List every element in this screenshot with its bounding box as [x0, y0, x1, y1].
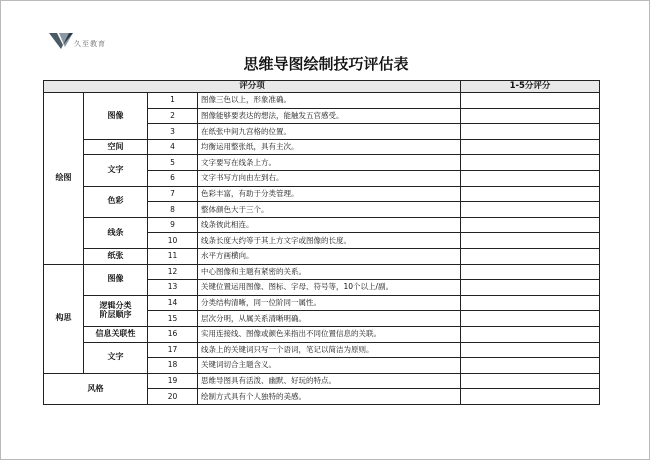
score-cell[interactable]: [461, 342, 600, 358]
row-description: 线条长度大约等于其上方文字或图像的长度。: [198, 233, 461, 249]
row-description: 图像能够要表达的想法，能触发五官感受。: [198, 108, 461, 124]
subcategory-logic: 逻辑分类 阶层顺序: [84, 295, 148, 326]
score-cell[interactable]: [461, 217, 600, 233]
header-item: 评分项: [44, 81, 461, 93]
score-cell[interactable]: [461, 124, 600, 140]
row-number: 8: [148, 202, 198, 218]
row-description: 关键词切合主题含义。: [198, 358, 461, 374]
row-description: 中心图像和主题有紧密的关系。: [198, 264, 461, 280]
table-row: [44, 326, 600, 342]
subcategory-color: 色彩: [84, 186, 148, 217]
page-title: 思维导图绘制技巧评估表: [243, 55, 409, 73]
row-number: 13: [148, 280, 198, 296]
score-cell[interactable]: [461, 248, 600, 264]
score-cell[interactable]: [461, 186, 600, 202]
row-number: 15: [148, 311, 198, 327]
row-number: 3: [148, 124, 198, 140]
score-cell[interactable]: [461, 108, 600, 124]
score-cell[interactable]: [461, 326, 600, 342]
row-description: 实用连接线、图像或颜色来指出不同位置信息的关联。: [198, 326, 461, 342]
row-description: 色彩丰富，有助于分类管理。: [198, 186, 461, 202]
table-row: [44, 295, 600, 311]
row-number: 5: [148, 155, 198, 171]
score-cell[interactable]: [461, 295, 600, 311]
brand-name: 久至教育: [74, 40, 106, 48]
row-description: 思维导图具有活泼、幽默、好玩的特点。: [198, 373, 461, 389]
table-row: [44, 155, 600, 171]
score-cell[interactable]: [461, 155, 600, 171]
row-description: 关键位置运用图像、图标、字母、符号等，10个以上/副。: [198, 280, 461, 296]
row-number: 17: [148, 342, 198, 358]
row-number: 2: [148, 108, 198, 124]
row-number: 16: [148, 326, 198, 342]
row-number: 1: [148, 93, 198, 109]
category-structure: 构思: [44, 264, 84, 373]
row-description: 分类结构清晰，同一位阶同一属性。: [198, 295, 461, 311]
row-description: 整体颜色大于三个。: [198, 202, 461, 218]
subcategory-text: 文字: [84, 155, 148, 186]
table-row: [44, 186, 600, 202]
row-number: 10: [148, 233, 198, 249]
subcategory-image: 图像: [84, 264, 148, 295]
row-description: 文字书写方向由左到右。: [198, 170, 461, 186]
row-number: 12: [148, 264, 198, 280]
score-cell[interactable]: [461, 233, 600, 249]
table-header-row: [44, 81, 600, 93]
row-description: 层次分明，从属关系清晰明确。: [198, 311, 461, 327]
row-number: 20: [148, 389, 198, 405]
row-number: 11: [148, 248, 198, 264]
score-cell[interactable]: [461, 202, 600, 218]
subcategory-space: 空间: [84, 139, 148, 155]
score-cell[interactable]: [461, 280, 600, 296]
subcategory-text: 文字: [84, 342, 148, 373]
table-row: [44, 217, 600, 233]
score-cell[interactable]: [461, 389, 600, 405]
row-description: 文字要写在线条上方。: [198, 155, 461, 171]
row-number: 4: [148, 139, 198, 155]
row-description: 线条彼此相连。: [198, 217, 461, 233]
row-description: 绘制方式具有个人独特的美感。: [198, 389, 461, 405]
category-style: 风格: [44, 373, 148, 404]
row-number: 18: [148, 358, 198, 374]
row-number: 9: [148, 217, 198, 233]
score-cell[interactable]: [461, 264, 600, 280]
header-score: 1-5分评分: [461, 81, 600, 93]
evaluation-table: [43, 80, 600, 405]
table-row: [44, 248, 600, 264]
subcategory-lines: 线条: [84, 217, 148, 248]
row-number: 14: [148, 295, 198, 311]
score-cell[interactable]: [461, 170, 600, 186]
score-cell[interactable]: [461, 139, 600, 155]
row-description: 图像三色以上，形象准确。: [198, 93, 461, 109]
table-row: [44, 373, 600, 389]
row-description: 在纸张中间九宫格的位置。: [198, 124, 461, 140]
row-number: 7: [148, 186, 198, 202]
score-cell[interactable]: [461, 373, 600, 389]
table-row: [44, 93, 600, 109]
table-row: [44, 264, 600, 280]
score-cell[interactable]: [461, 311, 600, 327]
row-number: 6: [148, 170, 198, 186]
category-drawing: 绘图: [44, 93, 84, 265]
row-description: 水平方画横向。: [198, 248, 461, 264]
score-cell[interactable]: [461, 93, 600, 109]
row-number: 19: [148, 373, 198, 389]
subcategory-image: 图像: [84, 93, 148, 140]
subcategory-paper: 纸张: [84, 248, 148, 264]
row-description: 线条上的关键词只写一个语词，笔记以简洁为原则。: [198, 342, 461, 358]
table-row: [44, 342, 600, 358]
score-cell[interactable]: [461, 358, 600, 374]
row-description: 均衡运用整张纸，具有主次。: [198, 139, 461, 155]
table-row: [44, 139, 600, 155]
subcategory-relation: 信息关联性: [84, 326, 148, 342]
